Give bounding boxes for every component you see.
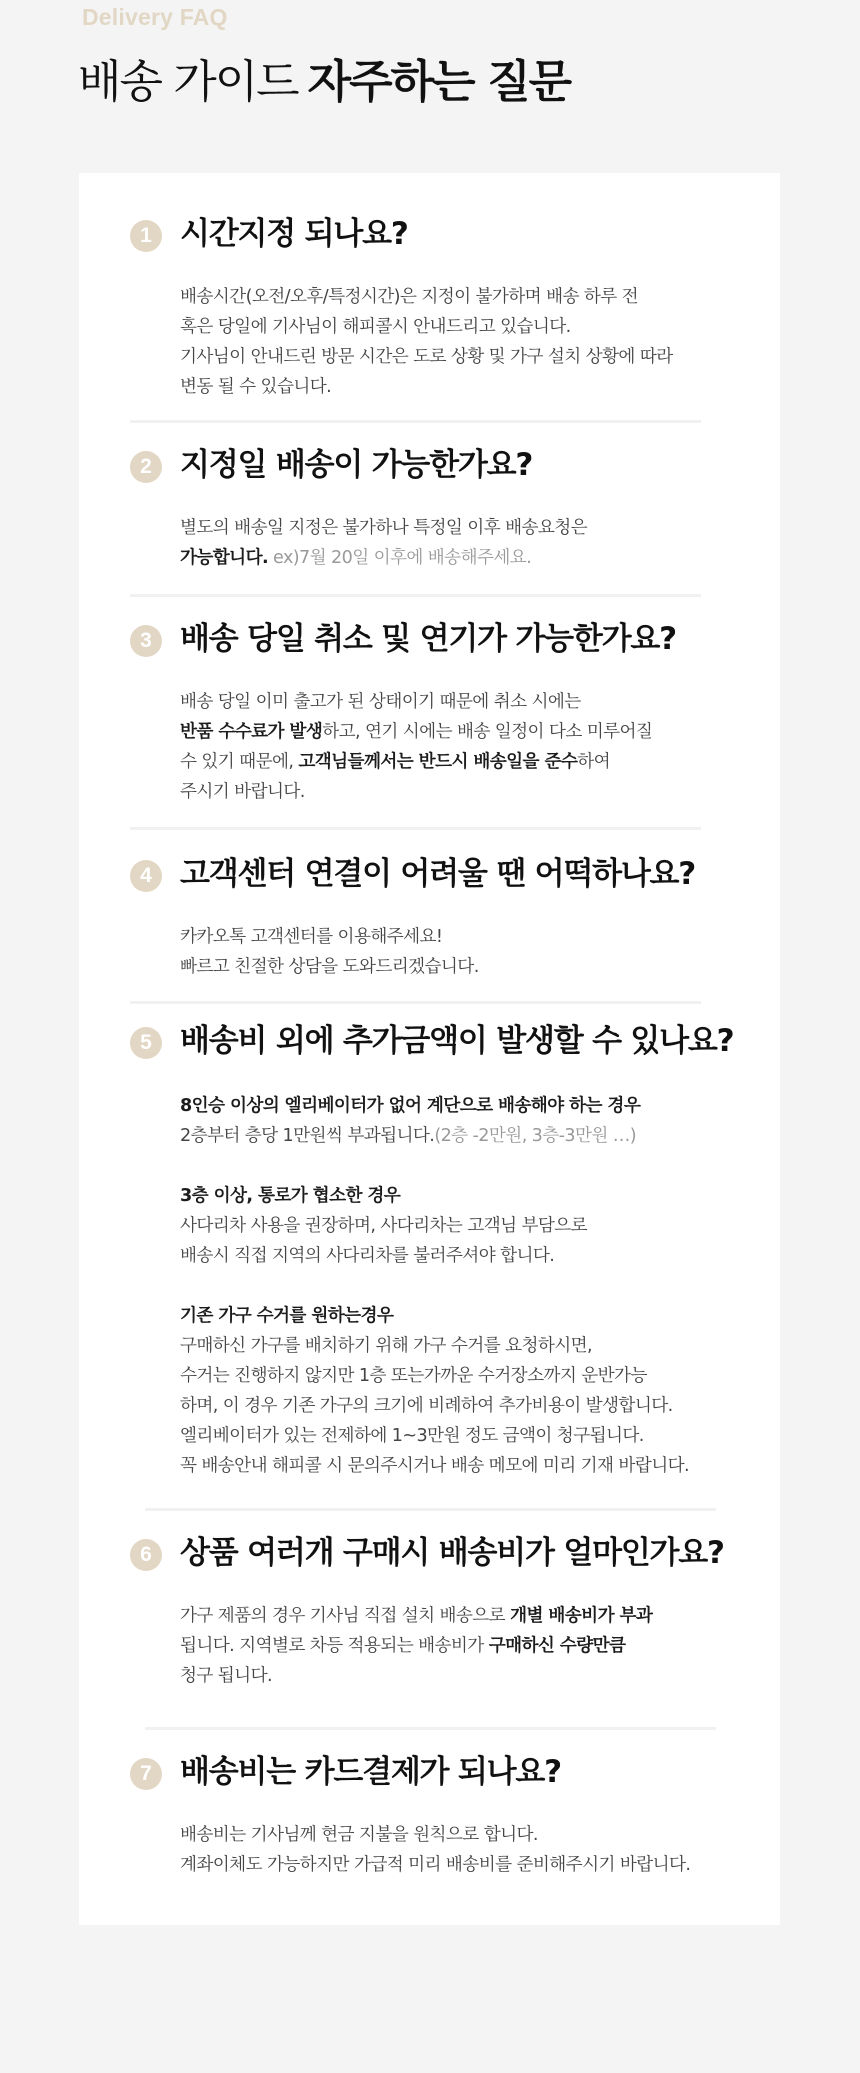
- answer-subtitle-text: 8인승 이상의 엘리베이터가 없어 계단으로 배송해야 하는 경우: [180, 1096, 641, 1116]
- answer-line: 사다리차 사용을 권장하며, 사다리차는 고객님 부담으로: [180, 1216, 588, 1236]
- answer-subtitle: [180, 1091, 750, 1121]
- answer-line: 배송비는 기사님께 현금 지불을 원칙으로 합니다.: [180, 1825, 538, 1845]
- answer-section-ladder: [180, 1181, 750, 1271]
- faq-answer-1: [180, 282, 750, 402]
- faq-item-7: [130, 1750, 750, 1880]
- answer-text: 가구 제품의 경우 기사님 직접 설치 배송으로: [180, 1606, 511, 1626]
- answer-line: 별도의 배송일 지정은 불가하나 특정일 이후 배송요청은: [180, 518, 588, 538]
- faq-question-7: [130, 1750, 750, 1794]
- answer-line: 계좌이체도 가능하지만 가급적 미리 배송비를 준비해주시기 바랍니다.: [180, 1855, 691, 1875]
- faq-item-3: [130, 617, 750, 807]
- answer-line: 꼭 배송안내 해피콜 시 문의주시거나 배송 메모에 미리 기재 바랍니다.: [180, 1456, 690, 1476]
- faq-question-3: [130, 617, 750, 661]
- answer-line: 혹은 당일에 기사님이 해피콜시 안내드리고 있습니다.: [180, 317, 571, 337]
- answer-line: 엘리베이터가 있는 전제하에 1~3만원 정도 금액이 청구됩니다.: [180, 1426, 644, 1446]
- answer-text: 수 있기 때문에,: [180, 752, 299, 772]
- page-title: [78, 52, 570, 112]
- faq-item-6: [130, 1531, 750, 1691]
- faq-answer-4: [180, 922, 750, 982]
- number-badge-2: 2: [130, 451, 162, 483]
- divider: [130, 827, 701, 830]
- answer-bold: 반품 수수료가 발생: [180, 722, 323, 742]
- question-title-2: 지정일 배송이 가능한가요?: [180, 447, 533, 483]
- faq-question-2: [130, 443, 750, 487]
- question-title-3: 배송 당일 취소 및 연기가 가능한가요?: [180, 621, 676, 657]
- answer-section-stairs: [180, 1091, 750, 1151]
- faq-answer-3: [180, 687, 750, 807]
- eyebrow-label: Delivery FAQ: [82, 4, 228, 30]
- page-title-light: 배송 가이드: [78, 55, 298, 108]
- answer-line: 배송 당일 이미 출고가 된 상태이기 때문에 취소 시에는: [180, 692, 581, 712]
- divider: [145, 1727, 716, 1730]
- faq-item-2: [130, 443, 750, 573]
- answer-bold: 개별 배송비가 부과: [510, 1606, 653, 1626]
- answer-line: 기사님이 안내드린 방문 시간은 도로 상황 및 가구 설치 상황에 따라: [180, 347, 673, 367]
- question-title-4: 고객센터 연결이 어려울 땐 어떡하나요?: [180, 856, 696, 892]
- answer-subtitle: [180, 1181, 750, 1211]
- answer-bold: 가능합니다.: [180, 548, 269, 568]
- faq-question-4: [130, 852, 750, 896]
- answer-example: ex)7월 20일 이후에 배송해주세요.: [268, 548, 532, 568]
- answer-text: 하여: [577, 752, 611, 772]
- number-badge-7: 7: [130, 1758, 162, 1790]
- answer-line: [180, 543, 750, 573]
- answer-example: (2층 -2만원, 3층-3만원 …): [434, 1126, 637, 1146]
- faq-item-1: [130, 212, 750, 402]
- divider: [130, 594, 701, 597]
- question-title-7: 배송비는 카드결제가 되나요?: [180, 1754, 561, 1790]
- answer-line: 배송시간(오전/오후/특정시간)은 지정이 불가하며 배송 하루 전: [180, 287, 639, 307]
- answer-line: 카카오톡 고객센터를 이용해주세요!: [180, 927, 443, 947]
- number-badge-3: 3: [130, 625, 162, 657]
- number-badge-6: 6: [130, 1539, 162, 1571]
- answer-text: 2층부터 층당 1만원씩 부과됩니다.: [180, 1126, 435, 1146]
- answer-section-removal: [180, 1301, 750, 1481]
- divider: [130, 420, 701, 423]
- answer-text: 하고, 연기 시에는 배송 일정이 다소 미루어질: [322, 722, 653, 742]
- answer-line: 수거는 진행하지 않지만 1층 또는가까운 수거장소까지 운반가능: [180, 1366, 647, 1386]
- number-badge-5: 5: [130, 1027, 162, 1059]
- page-title-bold: 자주하는 질문: [307, 55, 571, 108]
- question-title-5: 배송비 외에 추가금액이 발생할 수 있나요?: [180, 1023, 734, 1059]
- answer-subtitle-text: 기존 가구 수거를 원하는경우: [180, 1306, 394, 1326]
- faq-question-5: [130, 1019, 750, 1063]
- question-title-6: 상품 여러개 구매시 배송비가 얼마인가요?: [180, 1535, 724, 1571]
- answer-line: 빠르고 친절한 상담을 도와드리겠습니다.: [180, 957, 479, 977]
- number-badge-1: 1: [130, 220, 162, 252]
- faq-answer-2: [180, 513, 750, 573]
- answer-line: 구매하신 가구를 배치하기 위해 가구 수거를 요청하시면,: [180, 1336, 593, 1356]
- faq-question-1: [130, 212, 750, 256]
- faq-item-4: [130, 852, 750, 982]
- faq-answer-7: [180, 1820, 750, 1880]
- number-badge-4: 4: [130, 860, 162, 892]
- answer-bold: 고객님들께서는 반드시 배송일을 준수: [298, 752, 578, 772]
- question-title-1: 시간지정 되나요?: [180, 216, 408, 252]
- divider: [145, 1508, 716, 1511]
- faq-answer-5: [180, 1091, 750, 1481]
- answer-line: 주시기 바랍니다.: [180, 782, 305, 802]
- divider: [130, 1001, 701, 1004]
- answer-line: 변동 될 수 있습니다.: [180, 377, 332, 397]
- answer-subtitle-text: 3층 이상, 통로가 협소한 경우: [180, 1186, 401, 1206]
- answer-line: [180, 1121, 750, 1151]
- faq-question-6: [130, 1531, 750, 1575]
- faq-item-5: [130, 1019, 750, 1481]
- answer-bold: 구매하신 수량만큼: [488, 1636, 626, 1656]
- answer-line: [180, 1631, 750, 1661]
- answer-line: 배송시 직접 지역의 사다리차를 불러주셔야 합니다.: [180, 1246, 555, 1266]
- answer-text: 됩니다. 지역별로 차등 적용되는 배송비가: [180, 1636, 489, 1656]
- answer-line: 청구 됩니다.: [180, 1666, 272, 1686]
- answer-subtitle: [180, 1301, 750, 1331]
- answer-line: [180, 747, 750, 777]
- answer-line: 하며, 이 경우 기존 가구의 크기에 비례하여 추가비용이 발생합니다.: [180, 1396, 673, 1416]
- faq-answer-6: [180, 1601, 750, 1691]
- answer-line: [180, 1601, 750, 1631]
- answer-line: [180, 717, 750, 747]
- faq-card: [79, 173, 780, 1925]
